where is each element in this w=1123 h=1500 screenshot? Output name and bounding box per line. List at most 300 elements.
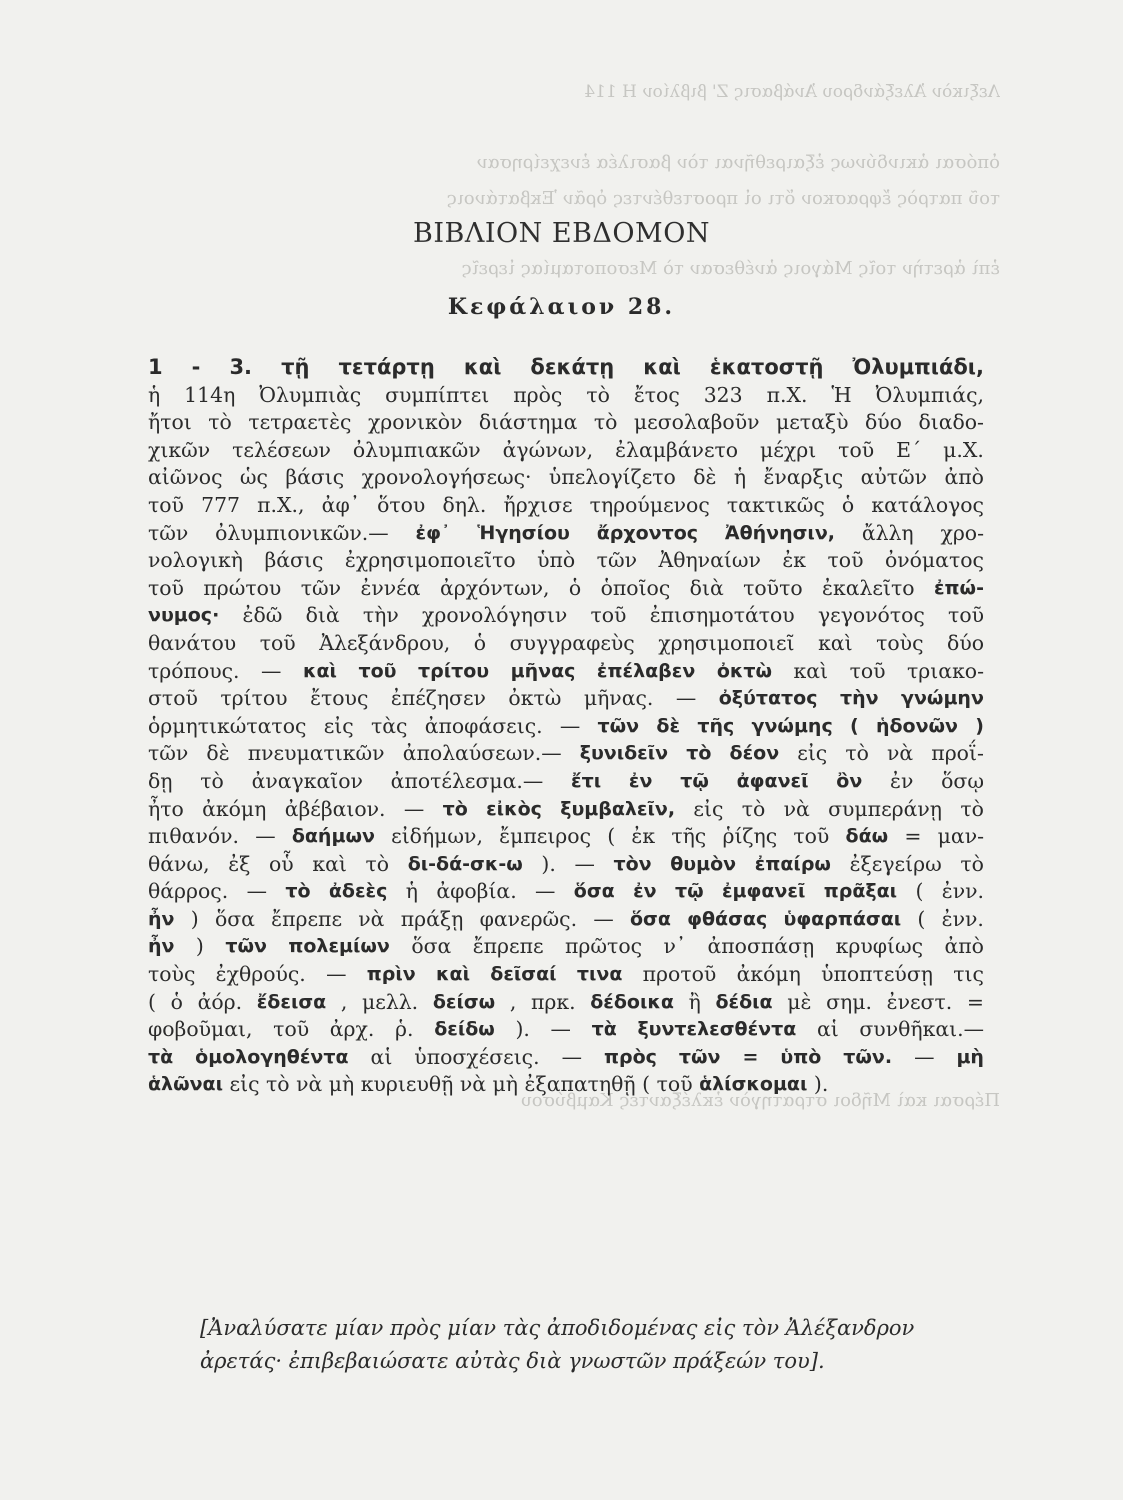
text-word: ἐξεγείρω <box>849 851 942 876</box>
text-word: ὡς <box>239 465 268 490</box>
text-word: = <box>966 989 984 1014</box>
text-word: θάνω, <box>148 851 210 876</box>
text-line <box>148 354 984 382</box>
exercise-line: [Ἀναλύσατε μίαν πρὸς μίαν τὰς ἀποδιδομένας εἰς τὸν Ἀλέξανδρον <box>200 1316 915 1340</box>
text-word: — <box>914 1044 935 1069</box>
text-word: καὶ <box>793 658 829 683</box>
lemma-word: γνώμην <box>901 687 984 710</box>
text-word: ἐκαλεῖτο <box>822 575 915 600</box>
text-word: ( <box>607 824 616 849</box>
text-word: — <box>255 824 276 849</box>
text-word: ( <box>642 1072 651 1097</box>
lemma-word: δαήμων <box>291 825 375 848</box>
text-line <box>148 437 984 465</box>
lemma-word: τῶν <box>597 714 640 737</box>
lemma-word: τῇ <box>281 355 310 379</box>
text-word: ἤτοι <box>148 410 192 435</box>
text-word: ἀποτέλεσμα.— <box>390 768 544 793</box>
text-word: τηρούμενος <box>589 492 710 517</box>
book-title: ΒΙΒΛΙΟΝ ΕΒΔΟΜΟΝ <box>413 218 710 249</box>
text-word: δηλ. <box>442 492 487 517</box>
bleedthrough-line: τοῦ πατρὸς ἔφρασκον ὅτι οἱ προστεθέντες ὁρᾶν Ἐκβατάνοις <box>446 188 1000 209</box>
text-word: συγγραφεὺς <box>509 630 635 655</box>
text-word: συμπίπτει <box>385 382 490 407</box>
lemma-word: ὅσα <box>629 907 671 930</box>
text-word: μὴ <box>492 1072 519 1097</box>
text-word: ἀποφάσεις. <box>424 713 543 738</box>
text-word: τοῦ <box>259 630 296 655</box>
text-word: τῶν <box>300 575 342 600</box>
text-word: ὅσα <box>214 906 255 931</box>
text-word: φανερῶς. <box>479 906 578 931</box>
text-word: εἰς <box>693 796 724 821</box>
text-line <box>148 630 984 658</box>
lemma-word: τὰ <box>148 1045 174 1068</box>
text-word: ἀποσπάσῃ <box>707 934 815 959</box>
text-word: ἀκόμη <box>736 962 801 987</box>
exercise-line: ἀρετάς· ἐπιβεβαιώσατε αὐτὰς διὰ γνωστῶν πράξεών του]. <box>200 1349 825 1373</box>
text-word: τοὺς <box>148 962 196 987</box>
text-word: τῆς <box>671 824 707 849</box>
lemma-word: - <box>191 355 201 379</box>
lemma-word: ἁλῶναι <box>148 1073 223 1096</box>
lemma-word: τὸν <box>613 852 652 875</box>
lemma-word: ὂν <box>836 769 863 792</box>
text-word: ὁ <box>170 989 183 1014</box>
lemma-word: ἐπώ- <box>933 576 984 599</box>
text-word: ῥίζης <box>722 824 778 849</box>
text-word: Ἡ <box>831 382 852 407</box>
lemma-word: νυμος· <box>148 604 220 627</box>
lemma-word: τὰ <box>591 1018 617 1041</box>
text-word: χρο- <box>940 520 984 545</box>
text-word: στοῦ <box>148 686 198 711</box>
text-word: τριακο- <box>907 658 984 683</box>
lemma-word: δείδω <box>434 1018 495 1041</box>
text-word: πρῶτος <box>565 934 643 959</box>
text-word: εἰς <box>797 741 828 766</box>
text-word: 323 <box>703 382 743 407</box>
lemma-word: ἀδεὲς <box>328 880 388 903</box>
text-line <box>148 961 984 989</box>
text-word: κυριευθῇ <box>360 1072 454 1097</box>
text-word: τοῦτο <box>743 575 803 600</box>
text-word: 114η <box>184 382 236 407</box>
text-word: τοῦ <box>849 658 886 683</box>
text-line <box>148 1071 984 1099</box>
text-word: ὀνόματος <box>884 548 984 573</box>
text-word: θανάτου <box>148 630 237 655</box>
text-word: καὶ <box>312 851 347 876</box>
lemma-word: ἦν <box>148 935 175 958</box>
text-word: τελέσεων <box>232 437 331 462</box>
text-word: δύο <box>947 630 984 655</box>
text-word: καὶ <box>818 630 853 655</box>
text-word: ν᾽ <box>663 934 687 959</box>
text-word: ὀκτὼ <box>508 686 562 711</box>
text-word: χρονολόγησιν <box>422 603 568 628</box>
text-word: ἤρχισε <box>503 492 573 517</box>
lemma-word: μῆνας <box>510 659 576 682</box>
lemma-word: τινα <box>576 963 623 986</box>
text-word: ἐλαμβάνετο <box>615 437 739 462</box>
lemma-word: ξυνιδεῖν <box>579 742 669 765</box>
text-word: ἔτος <box>633 382 680 407</box>
lemma-word: καὶ <box>463 355 502 379</box>
lemma-word: καὶ <box>302 659 337 682</box>
text-word: ἀναγκαῖον <box>251 768 363 793</box>
text-word: τὸ <box>960 796 984 821</box>
text-word: Ε´ <box>896 437 922 462</box>
text-word: ὁρμητικώτατος <box>148 713 307 738</box>
text-word: ἐκ <box>782 548 807 573</box>
text-line <box>148 823 984 851</box>
text-word: διὰ <box>689 575 724 600</box>
text-line <box>148 520 984 548</box>
text-word: διάστημα <box>478 410 578 435</box>
lemma-word: γνώμης <box>751 714 833 737</box>
text-word: φοβοῦμαι, <box>148 1017 253 1042</box>
lemma-word: Ἡγησίου <box>477 521 570 544</box>
text-word: νὰ <box>296 1072 323 1097</box>
text-word: ὑποσχέσεις. <box>414 1044 540 1069</box>
text-word: ἀρχ. <box>329 1017 375 1042</box>
lemma-word: τρίτου <box>417 659 490 682</box>
text-word: — <box>561 1044 582 1069</box>
lemma-word: ὅσα <box>573 880 615 903</box>
lemma-word: ἦν <box>148 907 175 930</box>
lemma-word: ὑφαρπάσαι <box>783 907 902 930</box>
text-line <box>148 1044 984 1072</box>
text-word: κρυφίως <box>835 934 924 959</box>
text-word: ἔναρξις <box>763 465 844 490</box>
text-word: ἀόρ. <box>197 989 243 1014</box>
text-word: ὁ <box>568 575 582 600</box>
lemma-word: τετάρτῃ <box>338 355 435 379</box>
lemma-word: πρὸς <box>603 1045 657 1068</box>
text-word: — <box>559 713 581 738</box>
lemma-word: καὶ <box>436 963 470 986</box>
text-word: κατάλογος <box>871 492 984 517</box>
text-word: ἐξαπατηθῇ <box>524 1072 636 1097</box>
text-line <box>148 547 984 575</box>
text-word: ὑπελογίζετο <box>548 465 676 490</box>
text-word: τοῦ <box>148 575 184 600</box>
text-word: νὰ <box>358 906 385 931</box>
text-word: πιθανόν. <box>148 824 239 849</box>
text-word: ἐπέζησεν <box>390 686 486 711</box>
text-word: ὅτου <box>377 492 426 517</box>
text-line <box>148 796 984 824</box>
text-word: νὰ <box>887 741 914 766</box>
lemma-word: τὸ <box>285 880 311 903</box>
text-word: ὁ <box>841 492 855 517</box>
text-word: ἔπρεπε <box>271 906 343 931</box>
text-line <box>148 906 984 934</box>
text-word: τοῦ <box>827 548 864 573</box>
text-word: τετραετὲς <box>248 410 352 435</box>
text-word: ὅσῳ <box>941 768 984 793</box>
lemma-word: τῷ <box>680 769 709 792</box>
text-word: ἡ <box>733 465 747 490</box>
lemma-word: δείσω <box>432 990 496 1013</box>
text-word: ἀφοβία. <box>436 879 517 904</box>
text-word: τὸ <box>586 382 610 407</box>
lemma-word: ἔδεισα <box>256 990 327 1013</box>
text-word: ἐνν. <box>941 879 984 904</box>
text-word: — <box>326 962 347 987</box>
text-word: τις <box>953 962 984 987</box>
text-word: ἐχρησιμοποιεῖτο <box>344 548 516 573</box>
text-word: ἀκόμη <box>202 796 267 821</box>
lemma-word: Ἀθήνησιν, <box>724 521 835 544</box>
text-word: τὸ <box>208 410 232 435</box>
text-word: διὰ <box>305 603 340 628</box>
text-word: πράξῃ <box>400 906 464 931</box>
lemma-word: πολεμίων <box>288 935 390 958</box>
text-word: ἢ <box>688 989 701 1014</box>
text-word: τοῦ <box>793 824 830 849</box>
text-word: ἔπρεπε <box>472 934 544 959</box>
lemma-word: 1 <box>148 355 163 379</box>
text-word: — <box>261 658 282 683</box>
lemma-word: τὴν <box>839 687 879 710</box>
text-word: τὸ <box>200 768 224 793</box>
text-word: ἀφ᾽ <box>321 492 360 517</box>
text-word: πρώτου <box>203 575 282 600</box>
lemma-word: ( <box>850 714 859 737</box>
text-line <box>148 575 984 603</box>
text-word: ῥ. <box>395 1017 414 1042</box>
text-word: δὲ <box>206 741 230 766</box>
text-word: τὸ <box>845 741 869 766</box>
lemma-word: 3. <box>229 355 253 379</box>
text-word: χικῶν <box>148 437 211 462</box>
text-word: — <box>246 879 267 904</box>
lemma-word: τὸ <box>686 742 712 765</box>
text-word: χρονολογήσεως· <box>361 465 532 490</box>
text-word: μεσολαβοῦν <box>633 410 760 435</box>
text-word: π.Χ. <box>766 382 808 407</box>
text-word: ἀβέβαιον. <box>284 796 386 821</box>
text-word: — <box>403 796 425 821</box>
text-word: = <box>904 824 922 849</box>
lemma-word: ἔτι <box>571 769 602 792</box>
text-word: τῶν <box>148 741 189 766</box>
text-word: τοὺς <box>876 630 924 655</box>
text-word: ὑπὸ <box>537 548 576 573</box>
text-word: μελλ. <box>362 989 419 1014</box>
text-word: ἡ <box>148 382 161 407</box>
text-word: προτοῦ <box>642 962 717 987</box>
text-word: τὰς <box>370 713 408 738</box>
text-word: ὁ <box>473 630 487 655</box>
text-word: ὀλυμπιακῶν <box>352 437 481 462</box>
text-word: ). <box>515 1017 530 1042</box>
text-word: ἀπὸ <box>944 934 984 959</box>
text-word: ( <box>917 906 926 931</box>
text-word: ἔτους <box>310 686 369 711</box>
text-word: ). <box>541 851 556 876</box>
text-word: μεταξὺ <box>775 410 849 435</box>
text-word: — <box>574 851 595 876</box>
text-word: ἀπὸ <box>944 465 984 490</box>
text-word: — <box>675 686 697 711</box>
text-word: ) <box>195 934 204 959</box>
lemma-word: φθάσας <box>687 907 768 930</box>
text-word: τὸ <box>365 851 390 876</box>
text-word: ἐδῶ <box>242 603 283 628</box>
lemma-word: ἀφανεῖ <box>736 769 809 792</box>
text-line <box>148 492 984 520</box>
text-word: ἐπισημοτάτου <box>649 603 795 628</box>
text-word: τακτικῶς <box>726 492 825 517</box>
text-word: μαν- <box>937 824 984 849</box>
text-word: αἰῶνος <box>148 465 223 490</box>
text-word: , <box>340 989 348 1014</box>
bleedthrough-line: ἐπὶ ἀρετὴν τοῖς Μάγοις ἀνέθεσαν τὸ Μεσοποταμίας ἱερεῖς <box>461 258 1000 279</box>
text-word: — <box>535 879 556 904</box>
text-word: ἀγώνων, <box>502 437 594 462</box>
text-word: εἰς <box>323 713 354 738</box>
text-word: ἀρχόντων, <box>439 575 550 600</box>
text-word: ( <box>915 879 924 904</box>
text-word: νὰ <box>783 796 810 821</box>
text-word: τῶν <box>148 520 189 545</box>
text-word: ἐχθρούς. <box>215 962 306 987</box>
text-word: τοῦ <box>838 437 875 462</box>
text-word: ὁποῖος <box>600 575 671 600</box>
text-word: ἐνν. <box>941 906 984 931</box>
text-word: πρκ. <box>530 989 576 1014</box>
lemma-word: Ὀλυμπιάδι, <box>852 355 984 379</box>
text-line <box>148 602 984 630</box>
text-word: σημ. <box>826 989 872 1014</box>
text-word: τὸ <box>266 1072 290 1097</box>
commentary-text <box>148 354 984 1099</box>
lemma-word: ὁμολογηθέντα <box>195 1045 349 1068</box>
text-word: θάρρος. <box>148 879 229 904</box>
text-word: βάσις <box>285 465 345 490</box>
text-word: εἰδήμων, <box>391 824 483 849</box>
bleedthrough-header: Λεξικὸν Ἀλεξάνδρου Ἀνάβασις Ζ' βιβλίον Η 114 <box>584 82 1000 102</box>
text-word: αἱ <box>370 1044 393 1069</box>
lemma-word: ἐπαίρω <box>754 852 831 875</box>
text-word: ὑποπτεύσῃ <box>821 962 933 987</box>
text-word: ἐξ <box>228 851 251 876</box>
lemma-word: δέδοικα <box>590 990 674 1013</box>
text-word: διαδο- <box>918 410 984 435</box>
text-word: νὰ <box>459 1072 487 1097</box>
text-word: συνθῆκαι.— <box>859 1017 984 1042</box>
text-line <box>148 768 984 796</box>
text-word: 777 <box>201 492 241 517</box>
text-word: Ἀλεξάνδρου, <box>319 630 451 655</box>
lemma-word: ξυντελεσθέντα <box>637 1018 797 1041</box>
text-word: συμπεράνῃ <box>828 796 943 821</box>
text-word: δὲ <box>693 465 717 490</box>
text-word: — <box>550 1017 571 1042</box>
text-word: τοῦ <box>148 492 184 517</box>
lemma-word: τῶν <box>678 1045 721 1068</box>
text-word: τὸ <box>741 796 766 821</box>
text-line <box>148 382 984 410</box>
text-word: ἀπολαύσεων.— <box>402 741 562 766</box>
text-word: Ἀθηναίων <box>658 548 761 573</box>
lemma-word: ἐφ᾽ <box>415 521 451 544</box>
lemma-word: ἄρχοντος <box>596 521 699 544</box>
lemma-word: εἰκὸς <box>486 797 542 820</box>
text-line <box>148 989 984 1017</box>
lemma-word: ) <box>975 714 984 737</box>
text-line <box>148 878 984 906</box>
text-word: τὸ <box>960 851 984 876</box>
lemma-word: ξυμβαλεῖν, <box>560 797 676 820</box>
lemma-word: τῶν <box>225 935 267 958</box>
text-word: μέχρι <box>760 437 817 462</box>
lemma-word: τοῦ <box>358 659 397 682</box>
lemma-word: ὑπὸ <box>780 1045 822 1068</box>
lemma-word: τῷ <box>674 880 704 903</box>
lemma-word: ὀξύτατος <box>718 687 818 710</box>
bleedthrough-line: ὁπόσαι ἀκινδύνως ἐξαιρεθῆναι τὸν βασιλέα ἐνεχείρησαν <box>476 152 1000 173</box>
lemma-word: ὀκτὼ <box>716 659 773 682</box>
text-word: αὐτῶν <box>860 465 928 490</box>
lemma-word: ἑκατοστῇ <box>709 355 824 379</box>
text-word: Ὀλυμπιάς, <box>875 382 984 407</box>
text-word: τὸ <box>593 410 618 435</box>
text-word: ) <box>190 906 199 931</box>
text-line <box>148 658 984 686</box>
text-word: ἦτο <box>148 796 184 821</box>
text-word: , <box>509 989 517 1014</box>
text-word: Ὀλυμπιὰς <box>259 382 362 407</box>
text-word: ἔμπειρος <box>499 824 591 849</box>
lemma-word: πρᾶξαι <box>823 880 898 903</box>
lemma-word: ἐμφανεῖ <box>721 880 806 903</box>
text-word: τῶν <box>596 548 637 573</box>
text-word: πρὸς <box>513 382 563 407</box>
text-word: νολογικὴ <box>148 548 244 573</box>
text-word: μῆνας. <box>583 686 654 711</box>
lemma-word: τῶν. <box>843 1045 893 1068</box>
lemma-word: τῆς <box>697 714 735 737</box>
lemma-word: καὶ <box>643 355 681 379</box>
text-word: τοῦ <box>273 1017 310 1042</box>
text-word: μὲ <box>787 989 812 1014</box>
lemma-word: δι-δά-σκ-ω <box>407 852 523 875</box>
text-word: αἱ <box>816 1017 839 1042</box>
text-line <box>148 409 984 437</box>
text-word: χρησιμοποιεῖ <box>658 630 795 655</box>
lemma-word: ἐπέλαβεν <box>596 659 696 682</box>
text-line <box>148 1016 984 1044</box>
text-word: — <box>593 906 614 931</box>
lemma-word: τὸ <box>442 797 468 820</box>
text-line <box>148 713 984 741</box>
text-word: π.Χ., <box>257 492 305 517</box>
text-word: ἄλλη <box>861 520 914 545</box>
lemma-word: ἐν <box>633 880 657 903</box>
text-line <box>148 933 984 961</box>
text-word: τρόπους. <box>148 658 240 683</box>
text-word: τὴν <box>362 603 399 628</box>
text-word: ὀλυμπιονικῶν.— <box>215 520 389 545</box>
lemma-word: ἡδονῶν <box>875 714 958 737</box>
text-word: τρίτου <box>220 686 288 711</box>
lemma-word: δεῖσαί <box>490 963 557 986</box>
text-word: πνευματικῶν <box>247 741 385 766</box>
